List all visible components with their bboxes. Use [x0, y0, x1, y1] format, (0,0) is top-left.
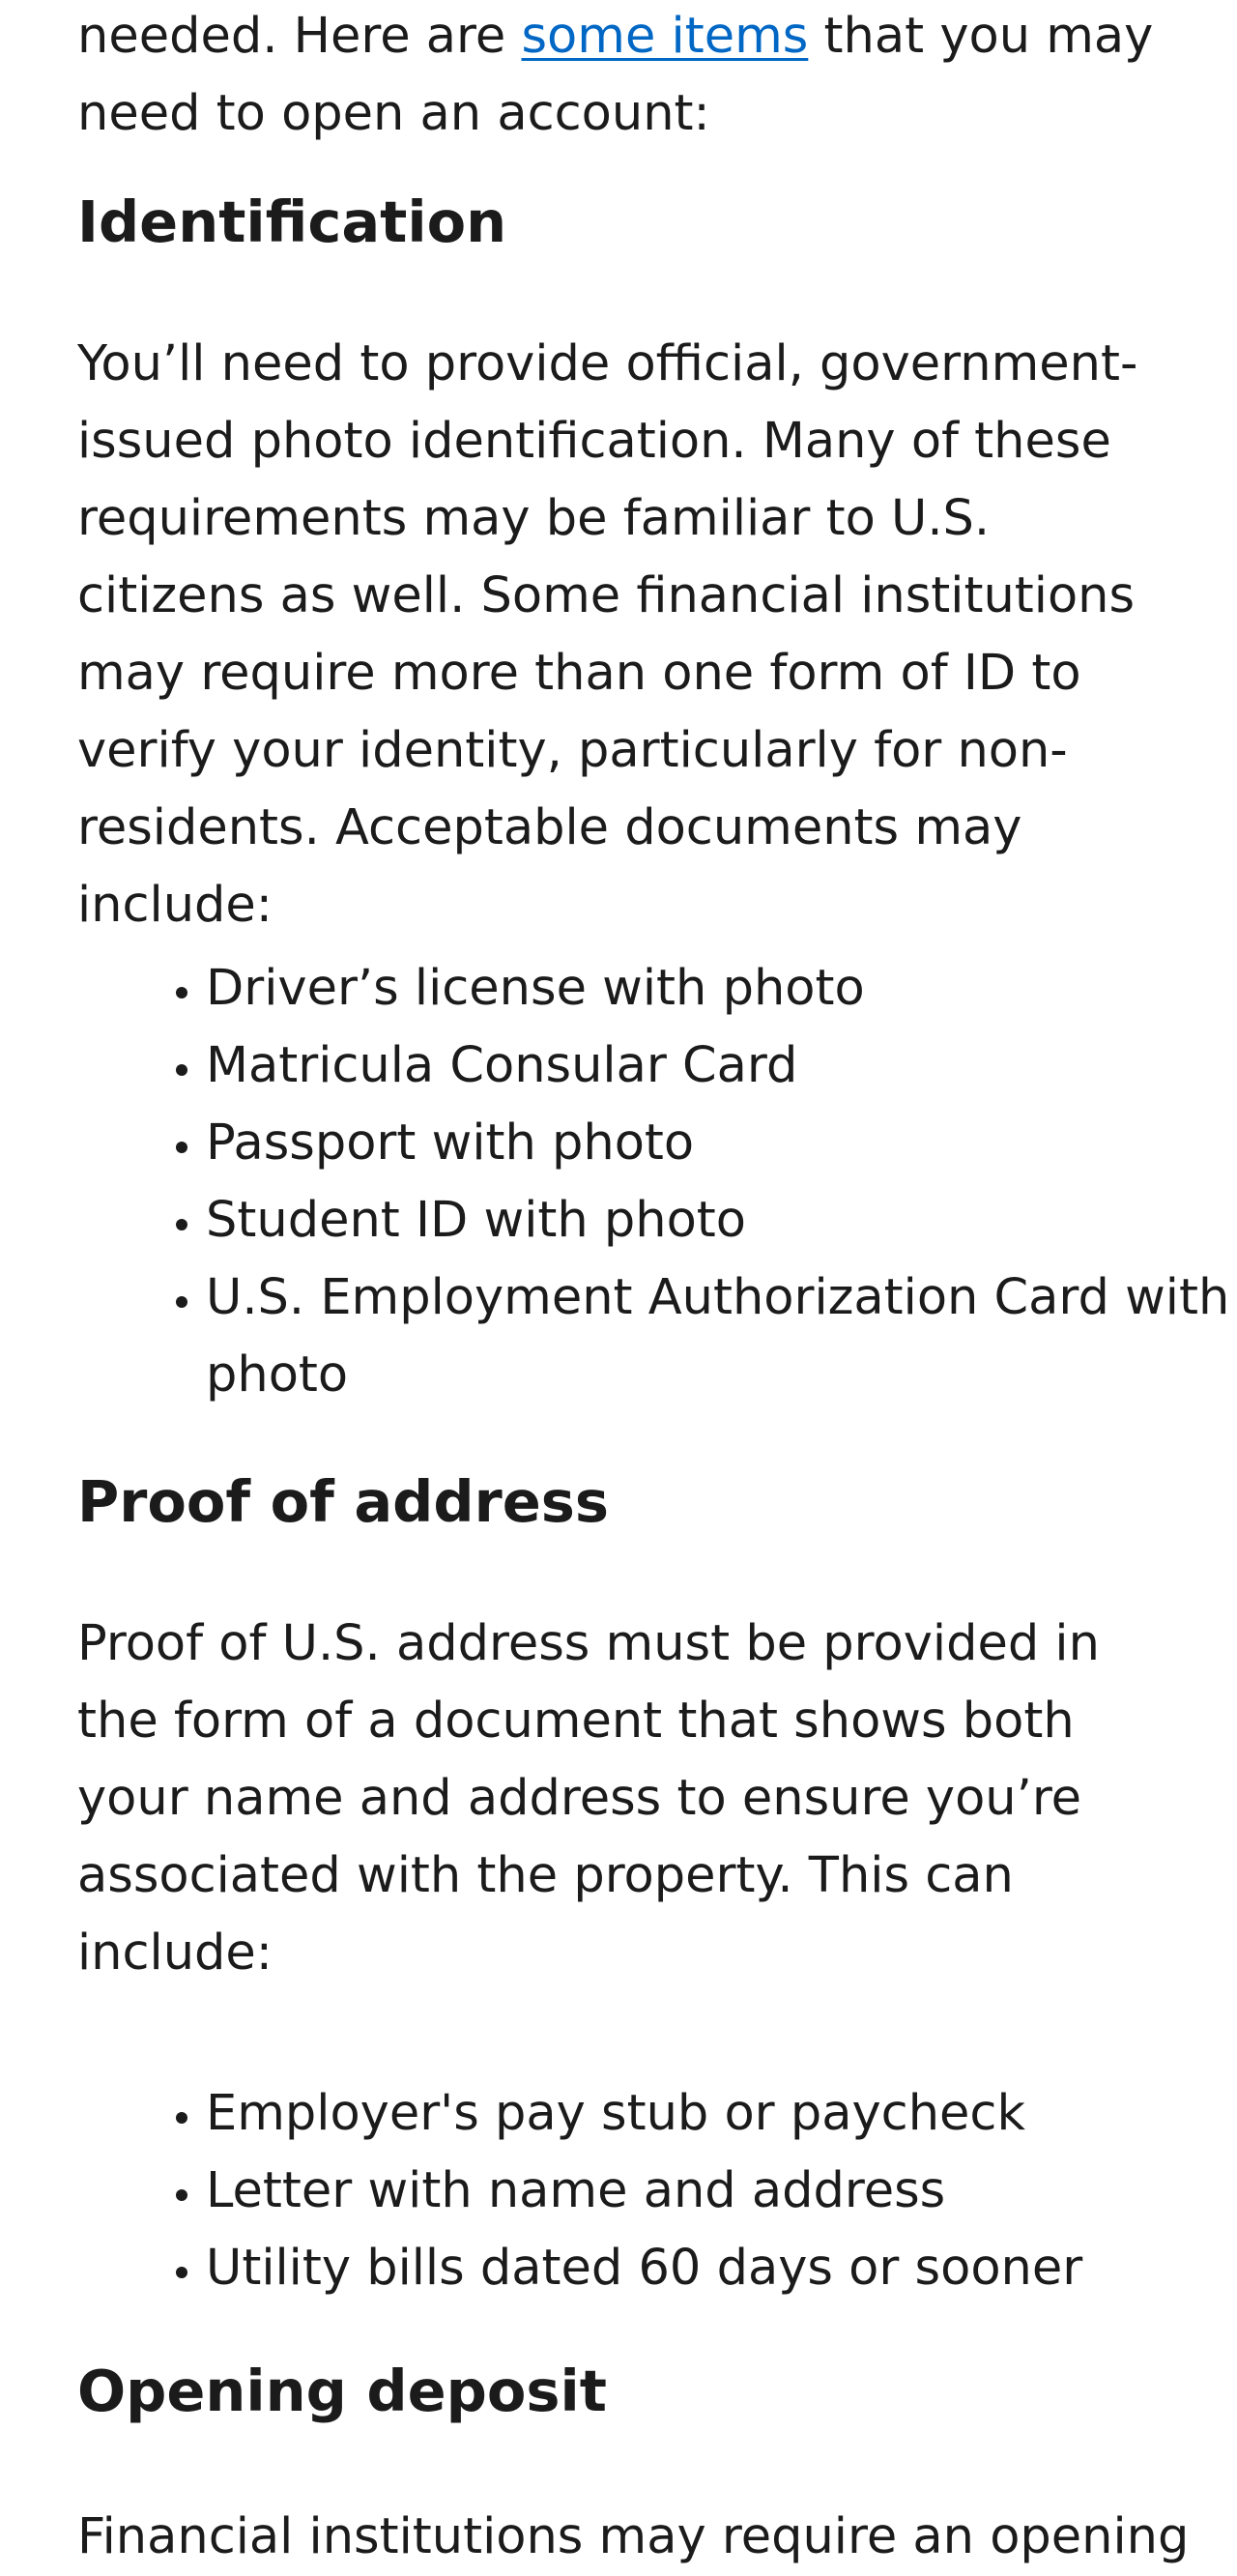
proof-of-address-list [77, 2075, 1237, 2307]
list-item: • Utility bills dated 60 days or sooner [206, 2230, 1237, 2307]
opening-deposit-paragraph: Financial institutions may require an opening [77, 2508, 1190, 2565]
list-item: • Driver’s license with photo [206, 950, 1237, 1028]
list-item: • Employer's pay stub or paycheck [206, 2075, 1237, 2153]
list-item: • Student ID with photo [206, 1182, 1237, 1259]
list-item: • Matricula Consular Card [206, 1028, 1237, 1105]
intro-text-before-link: needed. Here are [77, 8, 522, 65]
intro-paragraph [77, 0, 1160, 153]
identification-document-list [77, 950, 1237, 1414]
proof-of-address-paragraph: Proof of U.S. address must be provided in the form of a document that shows both your name and address to ensure you’re associated with the property. This can include: [77, 1615, 1100, 1982]
list-item: • Letter with name and address [206, 2153, 1237, 2230]
proof-of-address-heading: Proof of address [77, 1468, 609, 1535]
list-item: • Passport with photo [206, 1105, 1237, 1182]
list-item: • U.S. Employment Authorization Card with photo [206, 1259, 1237, 1414]
some-items-link[interactable]: some items [521, 8, 809, 65]
opening-deposit-heading: Opening deposit [77, 2358, 607, 2424]
identification-heading: Identification [77, 188, 507, 255]
identification-paragraph: You’ll need to provide official, government-issued photo identification. Many of these requirements may be familiar to U.S. citizens as well. Some financial institutions may require more than one form of ID to verify your identity, particularly for non-residents. Acceptable documents may include: [77, 335, 1138, 934]
intro-text-after-link: that you may need to open an account: [77, 8, 1154, 142]
